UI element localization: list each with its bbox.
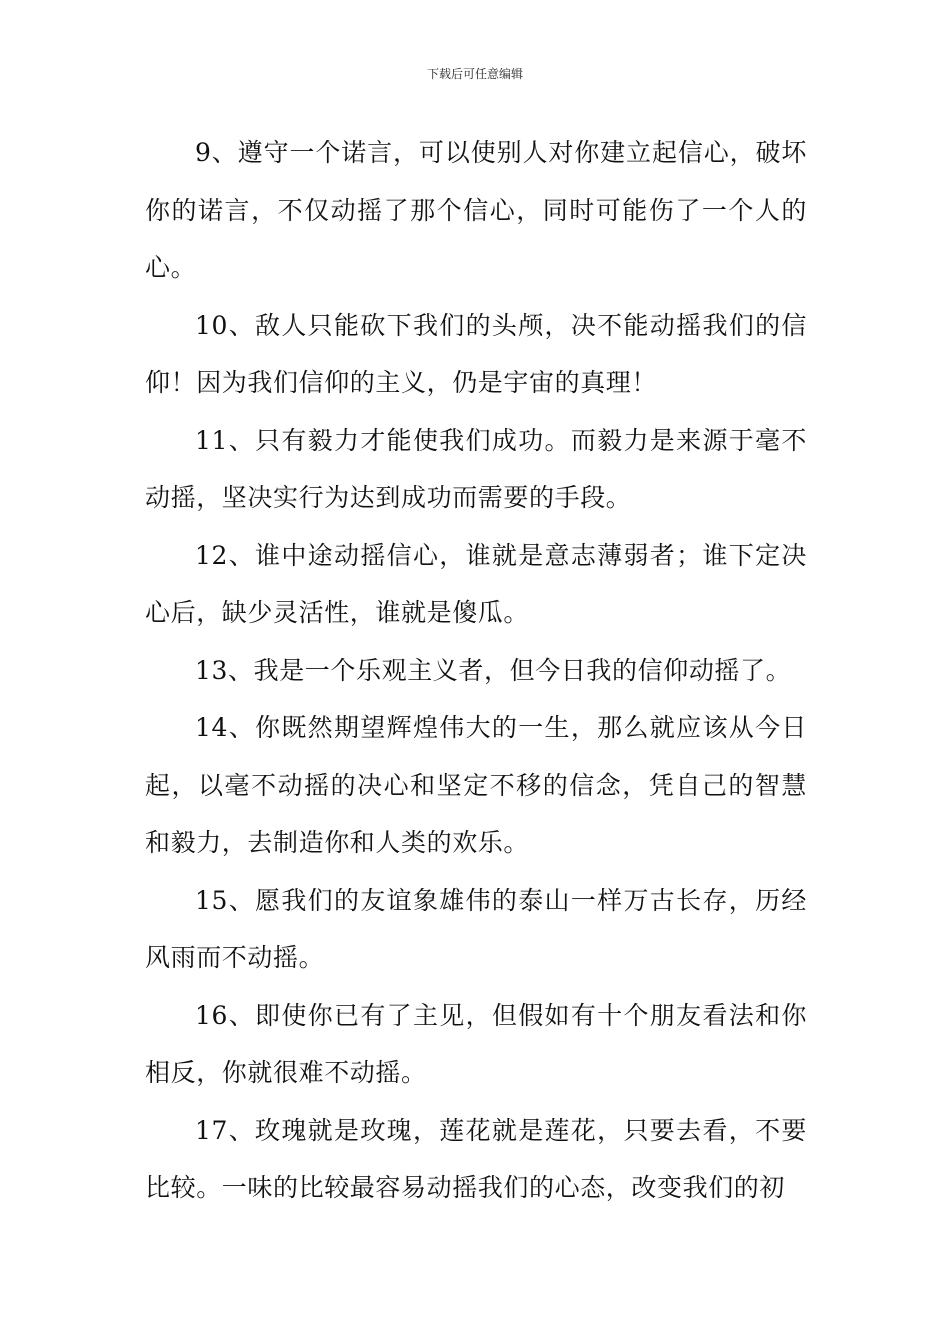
paragraph-14: 14、你既然期望辉煌伟大的一生，那么就应该从今日起，以毫不动摇的决心和坚定不移的信念，凭自己的智慧和毅力，去制造你和人类的欢乐。: [145, 713, 807, 857]
paragraph-9: 9、遵守一个诺言，可以使别人对你建立起信心，破坏你的诺言，不仅动摇了那个信心，同时可能伤了一个人的心。: [145, 138, 807, 282]
paragraph-12: 12、谁中途动摇信心，谁就是意志薄弱者；谁下定决心后，缺少灵活性，谁就是傻瓜。: [145, 540, 807, 627]
paragraph-17: 17、玫瑰就是玫瑰，莲花就是莲花，只要去看，不要比较。一味的比较最容易动摇我们的心态，改变我们的初: [145, 1115, 807, 1202]
paragraph-10: 10、敌人只能砍下我们的头颅，决不能动摇我们的信仰！因为我们信仰的主义，仍是宇宙的真理！: [145, 310, 807, 397]
paragraph-11: 11、只有毅力才能使我们成功。而毅力是来源于毫不动摇，坚决实行为达到成功而需要的手段。: [145, 425, 807, 512]
page-header: 下载后可任意编辑: [426, 67, 523, 81]
paragraph-13: 13、我是一个乐观主义者，但今日我的信仰动摇了。: [195, 655, 792, 685]
document-body: [145, 124, 807, 1217]
paragraph-15: 15、愿我们的友谊象雄伟的泰山一样万古长存，历经风雨而不动摇。: [145, 885, 807, 972]
paragraph-16: 16、即使你已有了主见，但假如有十个朋友看法和你相反，你就很难不动摇。: [145, 1000, 807, 1087]
